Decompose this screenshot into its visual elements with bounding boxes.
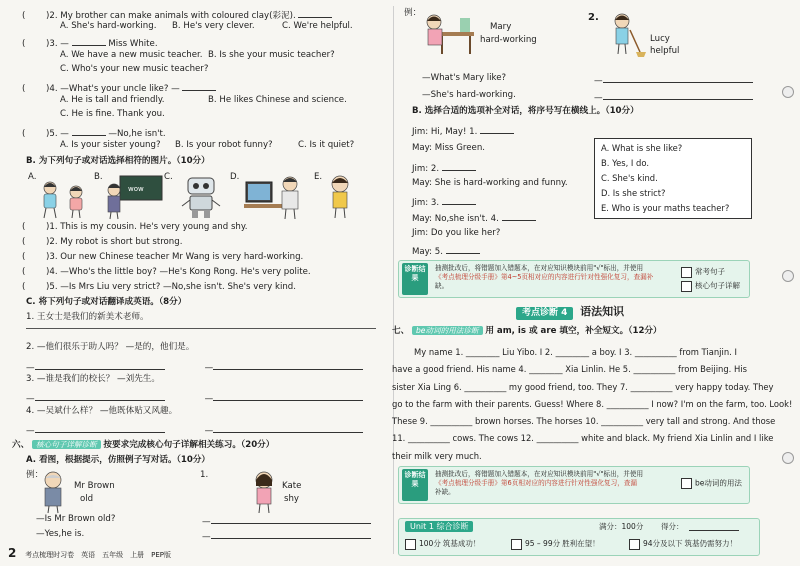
svg-text:wow: wow xyxy=(128,185,144,193)
binding-hole-1 xyxy=(782,86,794,98)
score-blank[interactable] xyxy=(689,521,739,531)
option-e: E. Who is your maths teacher? xyxy=(601,203,730,213)
q1-label: 1. xyxy=(200,470,209,480)
diagnosis-box-1 xyxy=(398,260,750,298)
pics-ex-question: —What's Mary like? xyxy=(422,73,507,83)
answer-line-b: — — xyxy=(26,391,363,405)
answer-line-c: — — xyxy=(26,423,363,437)
passage-line-1: My name 1. ________ Liu Yibo. I 2. ________ a boy. I 3. __________ from Tianjin. I xyxy=(414,347,737,357)
q1-answer-line-2: — xyxy=(202,529,371,543)
p2-trait: helpful xyxy=(650,46,680,56)
partB-title: B. 为下列句子或对话选择相符的图片。（10分） xyxy=(26,156,210,166)
right-example-label: 例： xyxy=(404,8,422,18)
partB-item-1: ( )1. This is my cousin. He's very young and shy. xyxy=(22,222,248,232)
p2-label: 2. xyxy=(588,12,599,23)
partC-item-2: 2. —他们很乐于助人吗？ —是的，他们是。 xyxy=(26,342,195,352)
q3-option-c: C. Who's your new music teacher? xyxy=(60,64,209,74)
score-tier-3: 94分及以下 筑基仍需努力！ xyxy=(629,538,737,550)
section-six-heading: 六、 核心句子详解诊断 按要求完成核心句子详解相关练习。（20分） xyxy=(12,440,275,450)
diagnosis-badge-2: 诊断结果 xyxy=(402,469,428,501)
diagnosis-badge: 诊断结果 xyxy=(402,263,428,295)
dialog-line-8: May: 5. xyxy=(412,244,480,258)
page-number: 2 xyxy=(8,546,17,560)
pic-letter-d: D. xyxy=(230,172,240,182)
dialog-line-6: May: No,she isn't. 4. xyxy=(412,211,536,225)
pic-letter-e: E. xyxy=(314,172,323,182)
pic-letter-c: C. xyxy=(164,172,173,182)
mary-desk-illustration xyxy=(420,10,476,58)
partC-item-1: 1. 王女士是我们的新美术老师。 xyxy=(26,312,149,322)
binding-hole-2 xyxy=(782,270,794,282)
passage-line-5: These 9. __________ brown horses. The horses 10. __________ very tall and strong. And those xyxy=(392,416,776,427)
diagnosis-text-1: 抽测批改后，将错题加入错题本，在对应知识模块前用"√"标出，并使用 《考点梳理分级手册》第4~5页相对应的内容进行针对性强化复习，查漏补 缺。 xyxy=(435,264,654,290)
diagnosis-text-2: 抽测批改后，将错题加入错题本，在对应知识模块前用"√"标出，并使用 《考点梳理分级手册》第6页相对应的内容进行针对性强化复习，查漏 补缺。 xyxy=(435,470,644,496)
pic-e-boy-illustration xyxy=(322,174,358,220)
kate-illustration xyxy=(248,470,280,514)
diagnosis-box-2 xyxy=(398,466,750,504)
q4-option-c: C. He is fine. Thank you. xyxy=(60,109,165,119)
example-label: 例： xyxy=(26,470,44,480)
section-4-title: 语法知识 xyxy=(580,305,625,318)
dialog-line-1: Jim: Hi, May! 1. xyxy=(412,124,514,138)
dialog-line-5: Jim: 3. xyxy=(412,195,476,209)
passage-line-2: have a good friend. His name 4. ________ Xia Linlin. He 5. __________ from Beijing. His xyxy=(392,364,747,375)
right-partB-title: B. 选择合适的选项补全对话，将序号写在横线上。（10分） xyxy=(412,106,639,116)
ex-trait: old xyxy=(80,494,94,504)
passage-line-4: go to the farm with their parents. Guess! Where 8. __________ I now? I'm on the farm, too. Look! xyxy=(392,398,793,409)
q3-blank[interactable] xyxy=(72,36,106,46)
pic-a-kids-illustration xyxy=(36,178,98,220)
page-footer xyxy=(8,546,171,561)
dialog-line-3: Jim: 2. xyxy=(412,161,476,175)
q4-blank[interactable] xyxy=(182,81,216,91)
partC-item-3: 3. —谁是我们的校长？ —刘先生。 xyxy=(26,374,160,384)
section-4-label: 考点诊断 4 xyxy=(516,307,573,320)
p1-trait: hard-working xyxy=(480,35,537,45)
checkbox-common-sentences[interactable] xyxy=(681,267,692,278)
checkbox-core-sentences[interactable] xyxy=(681,281,692,292)
diagnosis-checks-2: be动词的用法 xyxy=(681,478,742,489)
option-c: C. She's kind. xyxy=(601,173,658,183)
dialog-line-2: May: Miss Green. xyxy=(412,143,486,153)
answer-line-a: — — xyxy=(26,360,363,374)
ex-answer: —Yes,he is. xyxy=(36,529,85,539)
answer-line[interactable] xyxy=(26,328,376,329)
q3-options-ab: A. We have a new music teacher. B. Is she your music teacher? xyxy=(60,50,335,60)
passage-line-7: their milk very much. xyxy=(392,450,482,461)
score-tier-1: 100分 筑基成功！ xyxy=(405,538,480,550)
dialog-line-7: Jim: Do you like her? xyxy=(412,228,501,238)
score-tier-2: 95 – 99分 胜利在望！ xyxy=(511,538,600,550)
passage-line-3: sister Xia Ling 6. __________ my good friend, too. They 7. __________ very happy today. They xyxy=(392,381,774,392)
q5-options: A. Is your sister young? B. Is your robot funny? C. Is it quiet? xyxy=(60,140,355,150)
pic-b-teacher-blackboard-illustration xyxy=(104,174,164,220)
q1-answer-line-1: — xyxy=(202,514,371,528)
six-tag: 核心句子详解诊断 xyxy=(32,440,101,449)
q2-text: My brother can make animals with coloured clay(彩泥). xyxy=(60,11,296,21)
column-divider xyxy=(393,6,394,554)
checkbox-be-verb[interactable] xyxy=(681,478,692,489)
diagnosis-checks-1: 常考句子 核心句子详解 xyxy=(681,265,740,293)
mr-brown-illustration xyxy=(36,470,70,514)
binding-hole-3 xyxy=(782,452,794,464)
q4-row: ( )4. —What's your uncle like? — xyxy=(22,81,216,95)
ex-name: Mr Brown xyxy=(74,481,115,491)
lucy-sweeping-illustration xyxy=(608,12,648,58)
cloze-passage xyxy=(392,344,793,465)
partB-item-5: ( )5. —Is Mrs Liu very strict? —No,she isn't. She's very kind. xyxy=(22,282,296,292)
footer-text: 考点梳理时习卷 英语 五年级 上册 PEP版 xyxy=(25,551,171,559)
q2-blank[interactable] xyxy=(298,8,332,18)
score-label: 得分： xyxy=(661,522,684,531)
partC-item-4: 4. —吴斌什么样？ —他既体贴又风趣。 xyxy=(26,406,178,416)
partB-item-4: ( )4. —Who's the little boy? —He's Kong Rong. He's very polite. xyxy=(22,267,311,277)
p2-name: Lucy xyxy=(650,34,670,44)
q1-trait: shy xyxy=(284,494,300,504)
dialog-line-4: May: She is hard-working and funny. xyxy=(412,178,568,188)
pic-d-man-computer-illustration xyxy=(244,174,306,220)
q5-blank[interactable] xyxy=(72,126,106,136)
options-box xyxy=(594,138,752,219)
q5-row: ( )5. — —No,he isn't. xyxy=(22,126,166,140)
option-b: B. Yes, I do. xyxy=(601,158,649,168)
ex-question: —Is Mr Brown old? xyxy=(36,514,116,524)
six-subA: A. 看图，根据提示，仿照例子写对话。（10分） xyxy=(26,455,211,465)
section-seven-heading: 七、 be动词的用法诊断 用 am, is 或 are 填空，补全短文。（12分） xyxy=(392,326,662,336)
partB-item-2: ( )2. My robot is short but strong. xyxy=(22,237,183,247)
score-bar xyxy=(398,518,760,556)
pic-letter-b: B. xyxy=(94,172,103,182)
partC-title: C. 将下列句子或对话翻译成英语。（8分） xyxy=(26,297,187,307)
pic-letter-a: A. xyxy=(28,172,37,182)
seven-tag: be动词的用法诊断 xyxy=(412,326,483,335)
q4-options-ab: A. He is tall and friendly. B. He likes Chinese and science. xyxy=(60,95,347,105)
p2-answer-line-2: — xyxy=(594,90,753,104)
q2-options: A. She's hard-working. B. He's very clever. C. We're helpful. xyxy=(60,21,353,31)
q2-row: ( )2. My brother can make animals with coloured clay(彩泥). xyxy=(22,8,332,22)
q3-row: ( )3. — Miss White. xyxy=(22,36,158,50)
unit-review-label: Unit 1 综合诊断 xyxy=(405,521,473,532)
section-4-heading xyxy=(516,305,624,320)
option-a: A. What is she like? xyxy=(601,143,683,153)
p2-answer-line-1: — xyxy=(594,73,753,87)
option-d: D. Is she strict? xyxy=(601,188,666,198)
full-score: 满分：100分 xyxy=(599,522,644,531)
p1-name: Mary xyxy=(490,22,512,32)
passage-line-6: 11. __________ cows. The cows 12. __________ white and black. My friend Xia Linlin and I like xyxy=(392,433,774,444)
partB-item-3: ( )3. Our new Chinese teacher Mr Wang is very hard-working. xyxy=(22,252,304,262)
q1-name: Kate xyxy=(282,481,302,491)
pics-ex-answer: —She's hard-working. xyxy=(422,90,516,100)
pic-c-robot-illustration xyxy=(180,176,222,220)
